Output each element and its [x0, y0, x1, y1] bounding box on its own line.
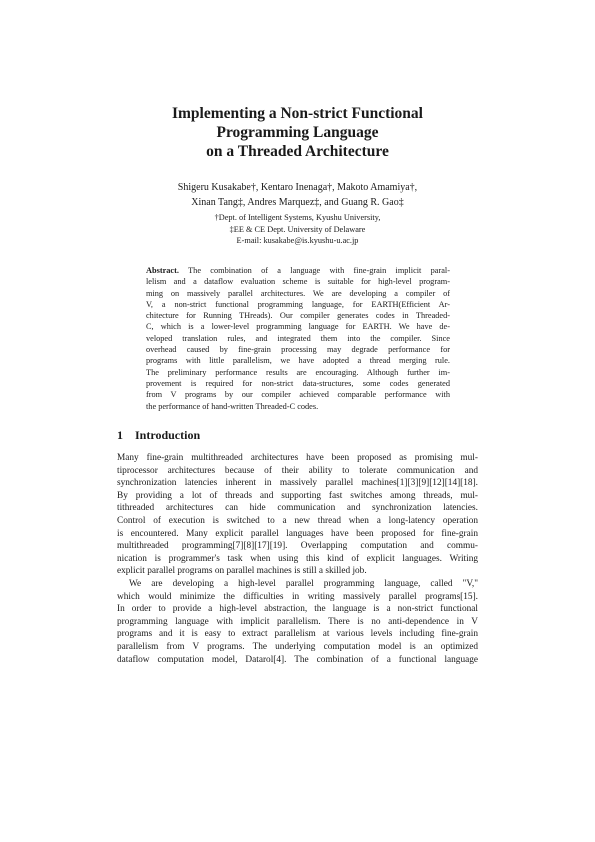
abstract-line: C, which is a lower-level programming language for EARTH. We have de-	[146, 322, 450, 332]
abstract-line: overhead caused by fine-grain processing may degrade performance for	[146, 345, 450, 355]
body-line: In order to provide a high-level abstraction, the language is a non-strict functional	[117, 604, 478, 615]
abstract-line: the performance of hand-written Threaded-C codes.	[146, 401, 319, 411]
body-line: programming language with implicit parallelism. There is no anti-dependence in V	[117, 616, 478, 627]
affiliation-line: †Dept. of Intelligent Systems, Kyushu University,	[214, 213, 381, 222]
body-line: tiprocessor architectures because of their ability to tolerate communication and	[117, 465, 478, 476]
abstract-label: Abstract.	[146, 266, 179, 275]
abstract-line: from V programs by our compiler achieved comparable performance with	[146, 390, 450, 400]
author-line: Xinan Tang‡, Andres Marquez‡, and Guang R. Gao‡	[191, 197, 404, 208]
section-title: Introduction	[135, 428, 201, 442]
abstract-line	[146, 265, 450, 276]
body-line: Control of execution is switched to a new thread when a long-latency operation	[117, 515, 478, 526]
body-line: programs and it is easy to extract parallelism at various levels including fine-grain	[117, 629, 478, 640]
email-line: E-mail: kusakabe@is.kyushu-u.ac.jp	[236, 236, 359, 245]
body-line: dataflow computation model, Datarol[4]. The combination of a functional language	[117, 654, 478, 665]
author-list	[100, 180, 495, 210]
body-line: parallelism from V programs. The underlying computation model is an optimized	[117, 641, 478, 652]
title-line: on a Threaded Architecture	[206, 143, 389, 160]
body-line: We are developing a high-level parallel programming language, called "V,"	[129, 578, 478, 589]
abstract-line: V, a non-strict functional programming language, for EARTH(Efficient Ar-	[146, 299, 450, 309]
abstract-line: ming on massively parallel architectures. We are developing a compiler of	[146, 288, 450, 298]
body-text	[117, 452, 478, 666]
body-line: nication is programmer's task when using this kind of explicit languages. Writing	[117, 553, 478, 564]
abstract-line: veloped translation rules, and integrated them into the compiler. Since	[146, 333, 450, 343]
abstract-line: lelism and a dataflow evaluation scheme is suitable for high-level program-	[146, 277, 450, 287]
section-number: 1	[117, 428, 123, 442]
body-line: multithreaded programming[7][8][17][19]. Overlapping computation and commu-	[117, 541, 478, 552]
body-line: tithreaded architectures can hide communication and synchronization latencies.	[117, 503, 478, 514]
paper-title	[100, 104, 495, 161]
body-line: which would minimize the difficulties in writing massively parallel programs[15].	[117, 591, 478, 602]
body-line: is encountered. Many explicit parallel languages have been proposed for fine-grain	[117, 528, 478, 539]
author-line: Shigeru Kusakabe†, Kentaro Inenaga†, Makoto Amamiya†,	[177, 182, 418, 193]
body-line: synchronization latencies inherent in massively parallel machines[1][3][9][12][14][18].	[117, 478, 478, 489]
abstract-text: The combination of a language with fine-grain implicit paral-	[188, 266, 450, 275]
section-heading	[117, 428, 200, 443]
body-line: By providing a lot of threads and supporting fast switches among threads, mul-	[117, 490, 478, 501]
abstract-line: The preliminary performance results are encouraging. Although further im-	[146, 367, 450, 377]
abstract-line: provement is required for non-strict data-structures, some codes generated	[146, 378, 450, 388]
title-line: Implementing a Non-strict Functional	[171, 105, 423, 122]
abstract	[146, 265, 450, 412]
affiliation-line: ‡EE & CE Dept. University of Delaware	[229, 224, 366, 234]
body-line: explicit parallel programs on parallel machines is still a skilled job.	[117, 566, 367, 577]
affiliations	[100, 212, 495, 247]
body-line: Many fine-grain multithreaded architectures have been proposed as promising mul-	[117, 453, 478, 463]
title-line: Programming Language	[216, 124, 379, 141]
abstract-line: chitecture for Running THreads). Our compiler generates codes in Threaded-	[146, 311, 450, 321]
abstract-line: programs with little parallelism, we have adopted a thread merging rule.	[146, 356, 450, 366]
